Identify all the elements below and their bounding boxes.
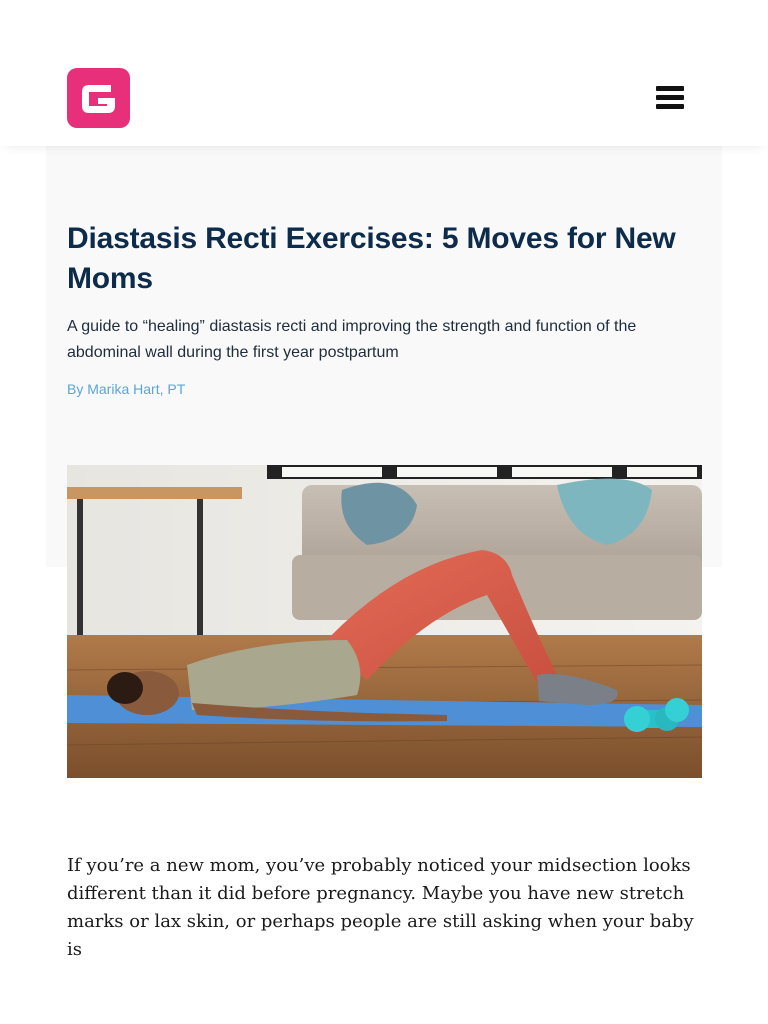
hamburger-menu-icon — [656, 86, 684, 91]
byline — [67, 379, 185, 399]
hero-image — [67, 465, 702, 778]
author-link[interactable]: Marika Hart, PT — [87, 381, 186, 397]
article-subtitle: A guide to “healing” diastasis recti and improving the strength and function of the abdominal wall during the first year postpartum — [67, 318, 637, 361]
site-header — [0, 0, 768, 146]
hamburger-menu-button[interactable] — [652, 82, 688, 114]
hero-image-illustration — [67, 465, 702, 778]
hamburger-menu-icon-bar — [656, 104, 684, 109]
hamburger-menu-icon-bar — [656, 95, 684, 100]
g-logo-icon — [67, 68, 130, 128]
byline-prefix: By — [67, 381, 88, 397]
article-body-intro: If you’re a new mom, you’ve probably noticed your midsection looks different than it did before pregnancy. Maybe you have new stretch marks or lax skin, or perhaps people are still asking when your baby is — [67, 855, 694, 960]
article-title: Diastasis Recti Exercises: 5 Moves for New Moms — [67, 222, 676, 295]
site-logo[interactable] — [67, 68, 130, 128]
